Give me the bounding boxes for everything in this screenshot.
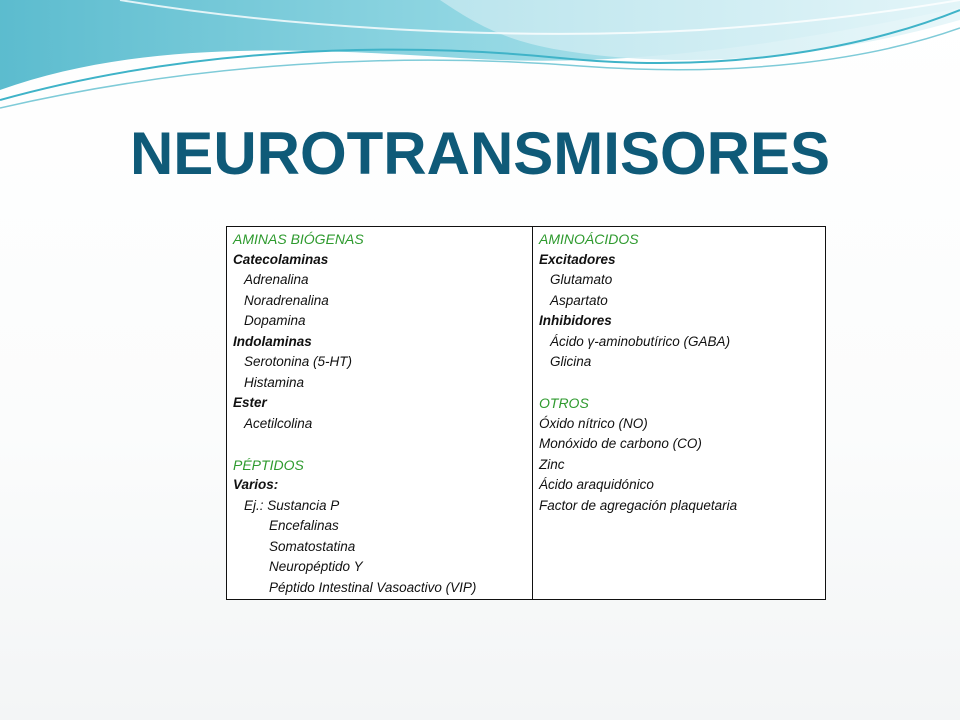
- list-item: Ácido γ-aminobutírico (GABA): [550, 333, 731, 349]
- category-label: Catecolaminas: [233, 251, 329, 267]
- list-item: Factor de agregación plaquetaria: [539, 497, 738, 513]
- list-item: Somatostatina: [269, 538, 356, 554]
- list-item: Dopamina: [244, 313, 306, 328]
- category-label: Excitadores: [539, 251, 616, 267]
- table-column-left: [227, 227, 533, 599]
- category-label: Inhibidores: [539, 313, 612, 328]
- section-heading: PÉPTIDOS: [233, 456, 304, 473]
- wave-header-decoration: [0, 0, 960, 120]
- list-item: Óxido nítrico (NO): [539, 415, 648, 431]
- list-item: Péptido Intestinal Vasoactivo (VIP): [269, 579, 477, 595]
- list-item: Monóxido de carbono (CO): [539, 436, 702, 451]
- list-item: Ej.: Sustancia P: [244, 497, 340, 513]
- section-heading: AMINOÁCIDOS: [539, 231, 639, 247]
- section-heading: OTROS: [539, 395, 589, 411]
- table-column-right: [533, 227, 825, 599]
- category-label: Ester: [233, 395, 267, 410]
- page-title: NEUROTRANSMISORES: [129, 120, 831, 187]
- category-label: Varios:: [233, 477, 279, 492]
- list-item: Encefalinas: [269, 518, 339, 533]
- list-item: Ácido araquidónico: [539, 477, 654, 492]
- category-label: Indolaminas: [233, 333, 312, 349]
- list-item: Glutamato: [550, 272, 613, 287]
- list-item: Zinc: [539, 456, 565, 472]
- list-item: Serotonina (5-HT): [244, 354, 353, 369]
- neurotransmitter-table: [226, 226, 826, 600]
- list-item: Aspartato: [550, 292, 608, 308]
- list-item: Acetilcolina: [244, 415, 313, 431]
- section-heading: AMINAS BIÓGENAS: [233, 231, 364, 247]
- list-item: Neuropéptido Y: [269, 559, 363, 574]
- list-item: Glicina: [550, 354, 592, 369]
- list-item: Adrenalina: [244, 272, 309, 287]
- list-item: Noradrenalina: [244, 292, 329, 308]
- list-item: Histamina: [244, 374, 305, 390]
